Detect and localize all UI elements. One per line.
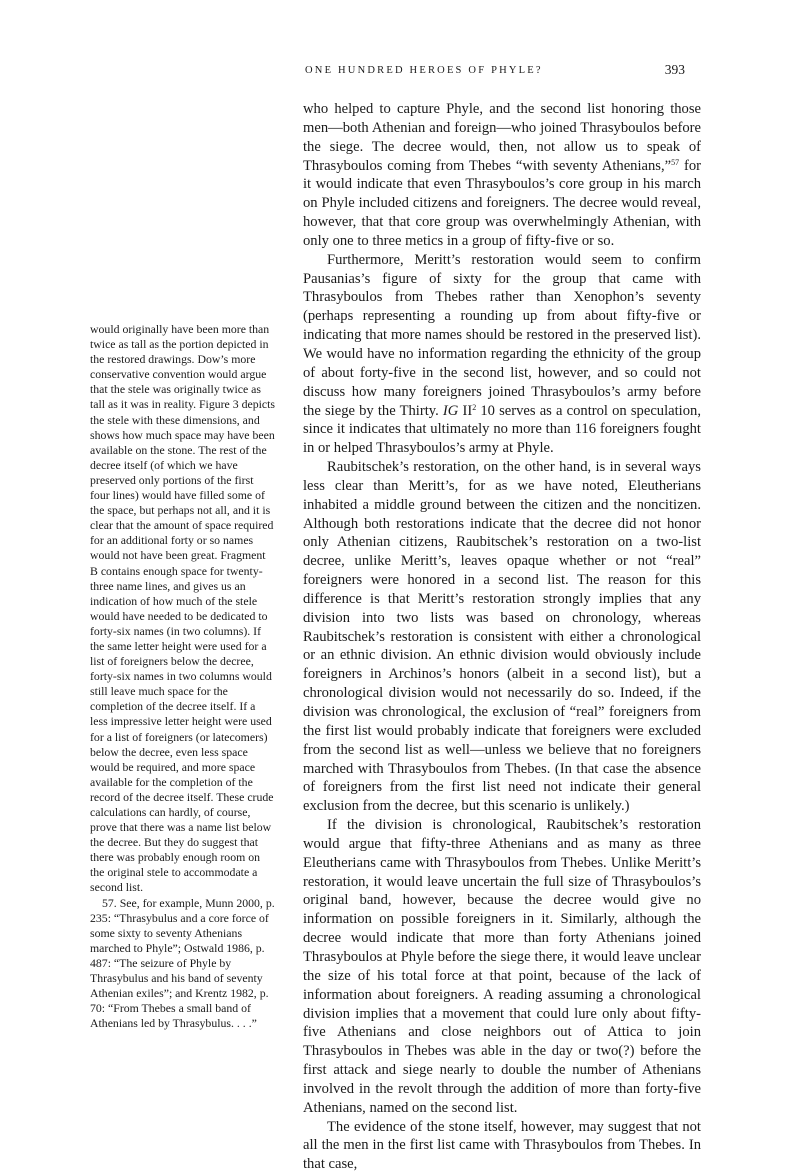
inscription-edition: 2: [472, 402, 477, 412]
inscription-ref: IG: [442, 402, 459, 419]
paragraph-2-part-b: 10 serves as a control on speculation, since it indicates that ultimately no more than 116 foreigners fought in or helped Thrasyboulos’s army at Phyle.: [303, 402, 701, 457]
running-head: ONE HUNDRED HEROES OF PHYLE?: [305, 65, 543, 76]
paragraph-1-part-b: for it would indicate that even Thrasyboulos’s core group in his march on Phyle included citizens and foreigners. The decree would reveal, however, that that core group was overwhelmingly Athenian, with only one to three metics in a group of fifty-five or so.: [303, 157, 701, 249]
sidenote-continued: would originally have been more than twice as tall as the portion depicted in the restored drawings. Dow’s more conservative convention would argue that the stele was originally twice as tall as it was in reality. Figure 3 depicts the stele with these dimensions, and shows how much space may have been available on the stone. The rest of the decree itself (of which we have preserved only portions of the first four lines) would have filled some of the space, but perhaps not all, and it is clear that the amount of space required for an additional forty or so names would not have been great. Fragment B contains enough space for twenty-three name lines, and gives us an indication of how much of the stele would have needed to be dedicated to forty-six names (in two columns). If the same letter height were used for a list of foreigners below the decree, forty-six names in two columns would still leave much space for the completion of the decree itself. If a less impressive letter height were used for a list of foreigners (or latecomers) below the decree, even less space would be required, and more space available for the completion of the record of the decree itself. These crude calculations can hardly, of course, prove that there was a name list below the decree. But they do suggest that there was probably enough room on the original stele to accommodate a second list.: [90, 322, 275, 895]
paragraph-2: [303, 251, 701, 458]
page-number: 393: [664, 62, 685, 77]
main-text-column: [303, 100, 701, 1174]
paragraph-3: Raubitschek’s restoration, on the other hand, is in several ways less clear than Meritt’s, for as we have noted, Eleutherians inhabited a middle ground between the citizen and the noncitizen. Although both restorations indicate that the decree did not honor only Athenian citizens, Raubitschek’s restoration on a two-list decree, unlike Meritt’s, leaves opaque whether or not “real” foreigners were honored in a second list. The reason for this difference is that Meritt’s restoration strongly implies that any division into two lists was based on chronology, whereas Raubitschek’s restoration is consistent with either a chronological or an ethnic division. An ethnic division would obviously include foreigners in Archinos’s honors (albeit in a second list), but a chronological division would not necessarily do so. Indeed, if the division was chronological, the exclusion of “real” foreigners from the first list would probably indicate that foreigners were excluded from the second list as well—unless we believe that no foreigners marched with Thrasyboulos from Thebes. (In that case the absence of foreigners from the first list need not indicate their general exclusion from the decree, but this scenario is unlikely.): [303, 459, 701, 815]
paragraph-1: [303, 100, 701, 251]
footnote-ref-57: 57: [671, 157, 680, 167]
inscription-volume: II: [458, 402, 473, 419]
sidenote-column: [90, 322, 276, 1031]
paragraph-2-part-a: Furthermore, Meritt’s restoration would seem to confirm Pausanias’s figure of sixty for the group that came with Thrasyboulos from Thebes rather than Xenophon’s seventy (perhaps representing a rounding up from about fifty-five or indicating that more names should be restored in the preserved list). We would have no information regarding the ethnicity of the group of about forty-five in the second list, however, and so could not discuss how many foreigners joined Thrasyboulos’s army before the siege by the Thirty.: [303, 251, 701, 419]
paragraph-5: The evidence of the stone itself, however, may suggest that not all the men in the first list came with Thrasyboulos from Thebes. In that case,: [303, 1118, 701, 1173]
paragraph-1-part-a: who helped to capture Phyle, and the second list honoring those men—both Athenian and foreign—who joined Thrasyboulos before the siege. The decree would, then, not allow us to speak of Thrasyboulos coming from Thebes “with seventy Athenians,”: [303, 101, 701, 174]
footnote-57: 57. See, for example, Munn 2000, p. 235: “Thrasybulus and a core force of some sixty to seventy Athenians marched to Phyle”; Ostwald 1986, p. 487: “The seizure of Phyle by Thrasybulus and his band of seventy Athenian exiles”; and Krentz 1982, p. 70: “From Thebes a small band of Athenians led by Thrasybulus. . . .”: [90, 895, 275, 1031]
paragraph-4: If the division is chronological, Raubitschek’s restoration would argue that fifty-three Athenians and as many as three Eleutherians came with Thrasyboulos from Thebes. Unlike Meritt’s restoration, it would leave uncertain the full size of Thrasyboulos’s original band, however, because the decree would give no information on possible foreigners in it. Similarly, although the decree would indicate that more than forty Athenians joined Thrasyboulos at Phyle before the siege there, it would leave unclear the size of his total force at that point, because of the lack of information about foreigners. A reading assuming a chronological division implies that a movement that could lure only about fifty-five Athenians and close neighbors out of Attica to join Thrasyboulos in Thebes was able in the day or two(?) before the first attack and siege nearly to double the number of Athenians involved in the revolt through the addition of more than forty-five Athenians, named on the second list.: [303, 817, 701, 1116]
